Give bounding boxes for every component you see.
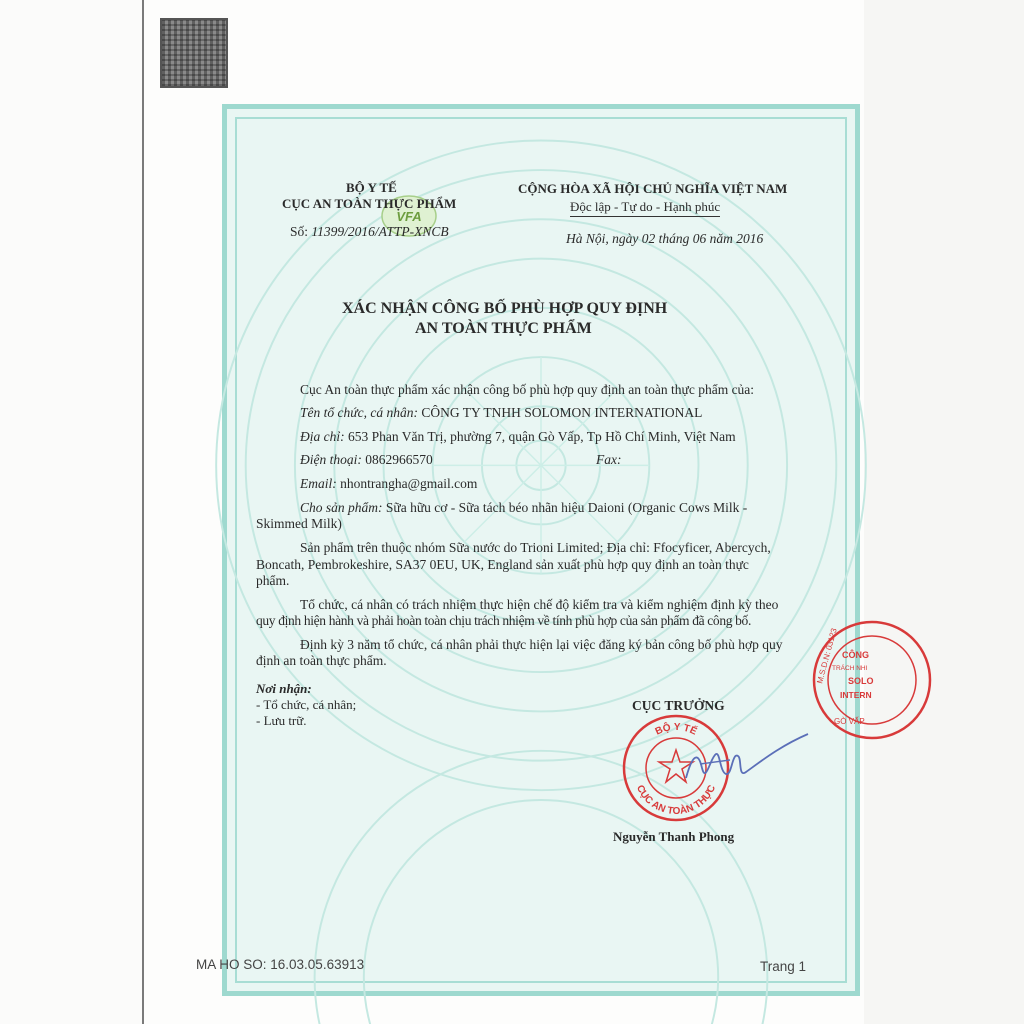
intro-text: Cục An toàn thực phẩm xác nhận công bố phù hợp quy định an toàn thực phẩm của: (300, 382, 755, 397)
phone-value: 0862966570 (365, 452, 433, 467)
product-line-2: Skimmed Milk) (256, 516, 342, 531)
company-stamp-line-2: CÔNG (842, 650, 869, 660)
seal-bottom-text: CỤC AN TOÀN THỰC (633, 783, 719, 818)
signatory-title: CỤC TRƯỞNG (632, 698, 725, 713)
page-number: Trang 1 (760, 959, 807, 974)
recipients-label: Nơi nhận: (256, 681, 312, 696)
org-value: CÔNG TY TNHH SOLOMON INTERNATIONAL (421, 405, 703, 420)
title-line-1: XÁC NHẬN CÔNG BỐ PHÙ HỢP QUY ĐỊNH (342, 300, 668, 317)
company-stamp-line-5: INTERN (840, 690, 872, 700)
para3-line-2: định an toàn thực phẩm. (256, 653, 387, 668)
company-stamp-code: M.S.D.N: 03123 (815, 627, 839, 685)
company-stamp-line-6: GÒ VẤP (834, 717, 865, 726)
org-label: Tên tổ chức, cá nhân: (300, 405, 418, 420)
file-code: MA HO SO: 16.03.05.63913 (196, 957, 365, 972)
handwritten-signature-icon (680, 728, 812, 792)
paper-right-edge (864, 0, 1024, 1024)
recipient-item-2: - Lưu trữ. (256, 713, 307, 728)
address-row (300, 428, 736, 446)
country-name: CỘNG HÒA XÃ HỘI CHỦ NGHĨA VIỆT NAM (518, 181, 788, 196)
company-stamp-icon (808, 618, 938, 742)
address-label: Địa chỉ: (300, 429, 345, 444)
para2-line-2: quy định hiện hành và phải hoàn toàn chịu trách nhiệm về tính phù hợp của sản phẩm đã công bố. (256, 613, 751, 628)
national-motto: Độc lập - Tự do - Hạnh phúc (570, 199, 720, 217)
issue-date: Hà Nội, ngày 02 tháng 06 năm 2016 (566, 231, 764, 246)
logo-text: VFA (396, 209, 422, 224)
para1-line-2: Boncath, Pembrokeshire, SA37 0EU, UK, England sản xuất phù hợp quy định an toàn thực (256, 557, 749, 572)
product-row (300, 499, 747, 517)
ministry-name: BỘ Y TẾ (346, 180, 397, 195)
para1-line-1: Sản phẩm trên thuộc nhóm Sữa nước do Trioni Limited; Địa chỉ: Ffocyficer, Abercych, (300, 540, 771, 555)
doc-number-label: Số: (290, 224, 309, 239)
email-value: nhontrangha@gmail.com (340, 476, 478, 491)
company-stamp-line-3: TRÁCH NHI (832, 665, 868, 672)
company-stamp-line-4: SOLO (848, 676, 874, 686)
para3-line-1: Định kỳ 3 năm tổ chức, cá nhân phải thực hiện lại việc đăng ký bản công bố phù hợp quy (300, 637, 783, 652)
department-name: CỤC AN TOÀN THỰC PHẨM (282, 196, 457, 211)
para2-line-1: Tổ chức, cá nhân có trách nhiệm thực hiện chế độ kiểm tra và kiểm nghiệm định kỳ theo (300, 597, 779, 612)
company-stamp-clip (808, 618, 874, 742)
product-label: Cho sản phẩm: (300, 500, 383, 515)
signatory-name: Nguyễn Thanh Phong (613, 829, 735, 844)
email-label: Email: (300, 476, 337, 491)
paper-left-edge (0, 0, 142, 1024)
doc-number (290, 224, 449, 240)
title-line-2: AN TOÀN THỰC PHẨM (415, 320, 592, 337)
recipient-item-1: - Tổ chức, cá nhân; (256, 697, 357, 712)
phone-label: Điện thoại: (300, 452, 362, 467)
qr-code-icon (160, 18, 228, 88)
org-row (300, 404, 702, 422)
product-line-1: Sữa hữu cơ - Sữa tách béo nhãn hiệu Daioni (Organic Cows Milk - (385, 500, 748, 515)
phone-row (300, 451, 433, 469)
email-row (300, 475, 477, 493)
address-value: 653 Phan Văn Trị, phường 7, quận Gò Vấp, Tp Hồ Chí Minh, Việt Nam (348, 429, 736, 444)
fax-label: Fax: (596, 452, 622, 467)
doc-number-value: 11399/2016/ATTP-XNCB (311, 224, 449, 239)
para1-line-3: phẩm. (256, 573, 290, 588)
seal-top-text: BỘ Y TẾ (653, 721, 699, 738)
